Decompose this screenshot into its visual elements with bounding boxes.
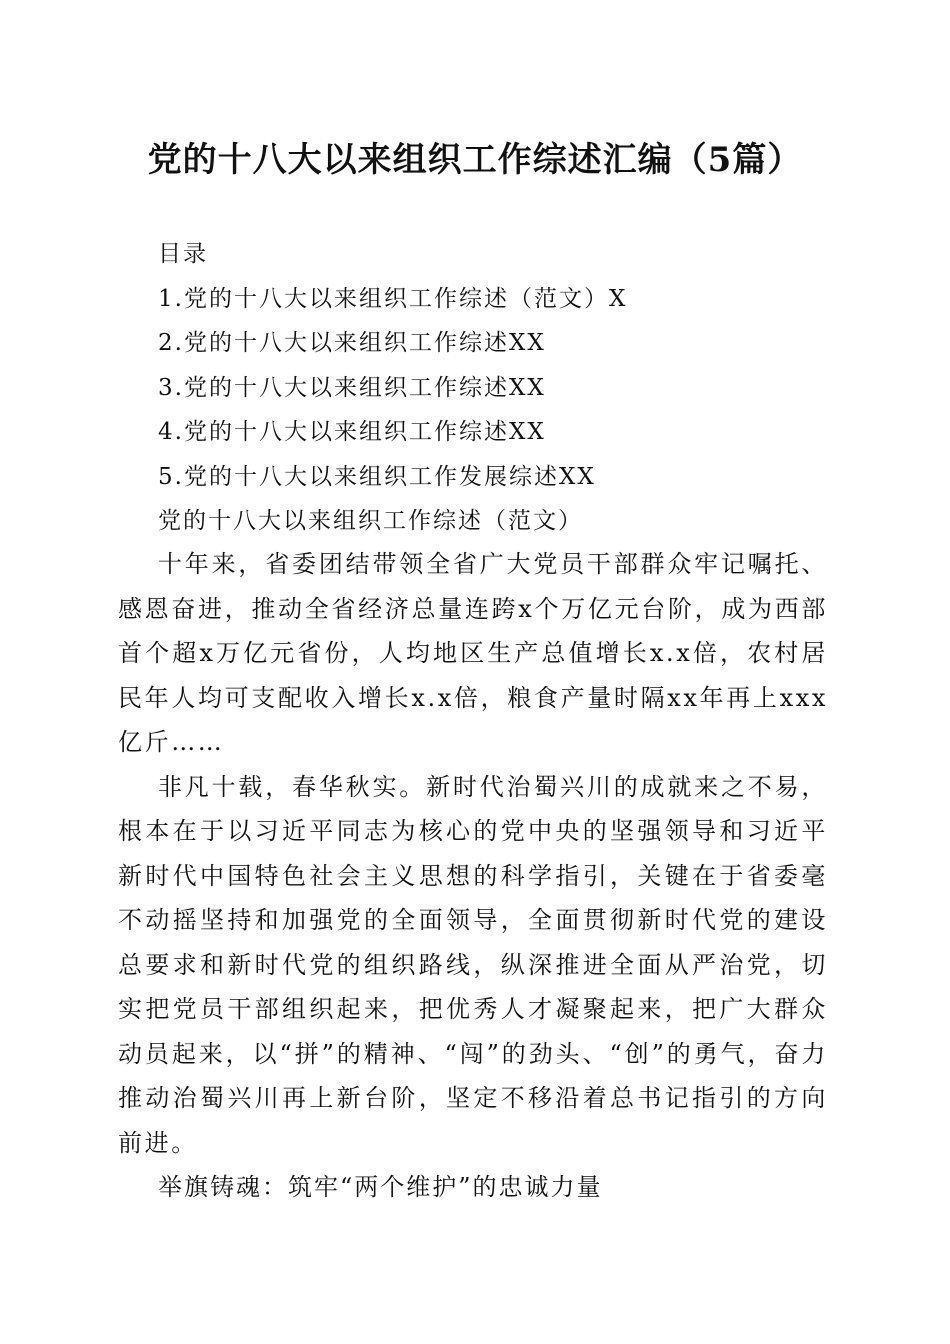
body-paragraph: 非凡十载，春华秋实。新时代治蜀兴川的成就来之不易，根本在于以习近平同志为核心的党中央的坚强领导和习近平新时代中国特色社会主义思想的科学指引，关键在于省委毫不动摇坚持和加强党的全面领导，全面贯彻新时代党的建设总要求和新时代党的组织路线，纵深推进全面从严治党，切实把党员干部组织起来，把优秀人才凝聚起来，把广大群众动员起来，以“拼”的精神、“闯”的劲头、“创”的勇气，奋力推动治蜀兴川再上新台阶，坚定不移沿着总书记指引的方向前进。	[118, 772, 828, 1157]
toc-item: 4.党的十八大以来组织工作综述XX	[158, 419, 546, 445]
body-paragraph: 十年来，省委团结带领全省广大党员干部群众牢记嘱托、感恩奋进，推动全省经济总量连跨x个万亿元台阶，成为西部首个超x万亿元省份，人均地区生产总值增长x.x倍，农村居民年人均可支配收入增长x.x倍，粮食产量时隔xx年再上xxx亿斤……	[118, 550, 828, 756]
toc-item: 1.党的十八大以来组织工作综述（范文）X	[158, 285, 628, 312]
document-title: 党的十八大以来组织工作综述汇编（5篇）	[147, 140, 803, 180]
toc-item: 3.党的十八大以来组织工作综述XX	[158, 374, 546, 401]
toc-heading: 目录	[158, 241, 208, 267]
toc-item: 2.党的十八大以来组织工作综述XX	[158, 330, 546, 356]
toc-item: 5.党的十八大以来组织工作发展综述XX	[158, 463, 596, 490]
table-of-contents	[158, 232, 838, 544]
section-heading: 举旗铸魂：筑牢“两个维护”的忠诚力量	[158, 1173, 603, 1201]
article-body	[118, 542, 828, 1210]
article-title: 党的十八大以来组织工作综述（范文）	[158, 508, 583, 534]
